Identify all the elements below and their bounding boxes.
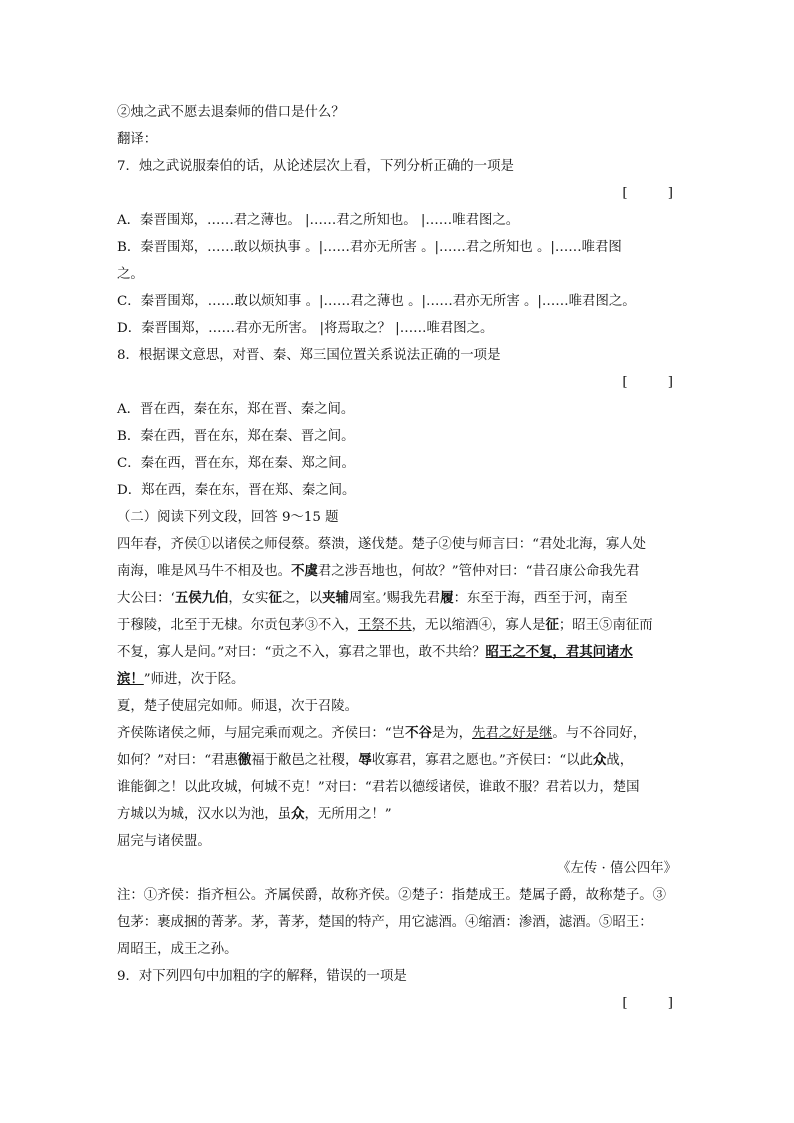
underlined-text: 先君之好是继 [472, 726, 553, 741]
q7-option-b-cont: 之。 [117, 267, 144, 282]
text: 方城以为城，汉水以为池，虽 [117, 807, 292, 822]
passage-line [117, 558, 677, 585]
passage-heading: （二）阅读下列文段，回答 9～15 题 [117, 510, 339, 525]
text: 收寡君，寡君之愿也。”齐侯曰：“以此 [371, 753, 593, 768]
text: 于穆陵，北至于无棣。尔贡包茅③不入， [117, 618, 359, 633]
bold-text: 五侯九伯 [174, 590, 229, 606]
q9-answer-bracket: [ ] [622, 996, 673, 1011]
notes [117, 882, 677, 963]
bold-text: 夹辅 [322, 590, 349, 606]
q6-sub2: ②烛之武不愿去退秦师的借口是什么？ [117, 105, 345, 120]
bold-text: 不谷 [405, 725, 432, 741]
text: ，无以缩酒④，寡人是 [411, 618, 546, 633]
bold-text: 征 [545, 617, 559, 633]
q7-answer-bracket: [ ] [622, 186, 673, 201]
text: 。与不谷同好， [552, 726, 647, 741]
note-line: 周昭王，成王之孙。 [117, 942, 238, 957]
text: ”师进，次于陉。 [143, 672, 245, 687]
text: 战， [606, 753, 634, 768]
q8-option-a: A．晋在西，秦在东，郑在晋、秦之间。 [117, 402, 355, 417]
q8-stem: 8．根据课文意思，对晋、秦、郑三国位置关系说法正确的一项是 [117, 348, 501, 363]
passage-line [117, 720, 677, 747]
text: ：东至于海，西至于河，南至 [453, 591, 628, 606]
text: 南海，唯是风马牛不相及也。 [117, 564, 292, 579]
passage-paragraph-1 [117, 531, 677, 693]
note-line: 注：①齐侯：指齐桓公。齐属侯爵，故称齐侯。②楚子：指楚成王。楚属子爵，故称楚子。③ [117, 888, 667, 903]
bold-text: 众 [592, 752, 607, 768]
translate-label: 翻译： [117, 132, 158, 147]
passage-line [117, 666, 677, 693]
bold-text: 众 [291, 806, 305, 822]
passage-line: 谁能御之！以此攻城，何城不克！”对曰：“君若以德绥诸侯，谁敢不服？君若以力，楚国 [117, 780, 640, 795]
bold-text: 征 [268, 590, 282, 606]
text: 齐侯陈诸侯之师，与屈完乘而观之。齐侯曰：“岂 [117, 726, 406, 741]
q7-option-d: D．秦晋围郑，……君亦无所害。 |将焉取之？ |……唯君图之。 [117, 321, 494, 336]
passage-line: 四年春，齐侯①以诸侯之师侵蔡。蔡溃，遂伐楚。楚子②使与师言曰：“君处北海，寡人处 [117, 537, 647, 552]
q8-option-c: C．秦在西，晋在东，郑在秦、郑之间。 [117, 456, 355, 471]
passage-source: 《左传 · 僖公四年》 [557, 861, 677, 876]
text: 之，以 [281, 591, 323, 606]
q7-option-b: B．秦晋围郑，……敢以烦执事 。|……君亦无所害 。|……君之所知也 。|……唯君图 [117, 240, 622, 255]
bold-text: 履 [440, 590, 454, 606]
q9-stem: 9．对下列四句中加粗的字的解释，错误的一项是 [117, 969, 407, 984]
text: 如何？”对曰：“君惠 [117, 753, 238, 768]
q7-option-c: C．秦晋围郑，……敢以烦知事 。|……君之薄也 。|……君亦无所害 。|……唯君图之。 [117, 294, 636, 309]
text: 大公曰：‘ [117, 591, 175, 606]
passage-line [117, 585, 677, 612]
passage-line [117, 747, 677, 774]
text: ；昭王⑤南征而 [558, 618, 653, 633]
q8-option-d: D．郑在西，秦在东，晋在郑、秦之间。 [117, 483, 356, 498]
underlined-bold-text: 昭王之不复，君其问诸水 [485, 644, 633, 660]
text: 不复，寡人是问。”对曰：“贡之不入，寡君之罪也，敢不共给？ [117, 645, 486, 660]
passage-line [117, 801, 677, 828]
text: ，女实 [228, 591, 269, 606]
bold-text: 辱 [358, 752, 372, 768]
underlined-bold-text: 滨！ [117, 671, 144, 687]
bold-text: 不虞 [291, 563, 318, 579]
text: 是为， [431, 726, 473, 741]
q8-option-b: B．秦在西，晋在东，郑在秦、晋之间。 [117, 429, 355, 444]
text: ，无所用之！” [304, 807, 392, 822]
q8-answer-bracket: [ ] [622, 375, 673, 390]
bold-text: 徼 [237, 752, 252, 768]
passage-paragraph-3 [117, 720, 677, 828]
text: 周室。’赐我先君 [348, 591, 441, 606]
passage-paragraph-2: 夏，楚子使屈完如师。师退，次于召陵。 [117, 699, 359, 714]
text: 君之涉吾地也，何故？”管仲对曰：“昔召康公命我先君 [317, 564, 640, 579]
document-page [117, 99, 677, 1017]
text: 福于敝邑之社稷， [251, 753, 359, 768]
q7-stem: 7．烛之武说服秦伯的话，从论述层次上看，下列分析正确的一项是 [117, 159, 514, 174]
q7-option-a: A．秦晋围郑，……君之薄也。 |……君之所知也。 |……唯君图之。 [117, 213, 520, 228]
passage-line [117, 612, 677, 639]
underlined-text: 王祭不共 [358, 618, 412, 633]
passage-paragraph-4: 屈完与诸侯盟。 [117, 834, 211, 849]
passage-line [117, 639, 677, 666]
note-line: 包茅：裹成捆的菁茅。茅，菁茅，楚国的特产，用它滤酒。④缩酒：渗酒，滤酒。⑤昭王： [117, 915, 653, 930]
